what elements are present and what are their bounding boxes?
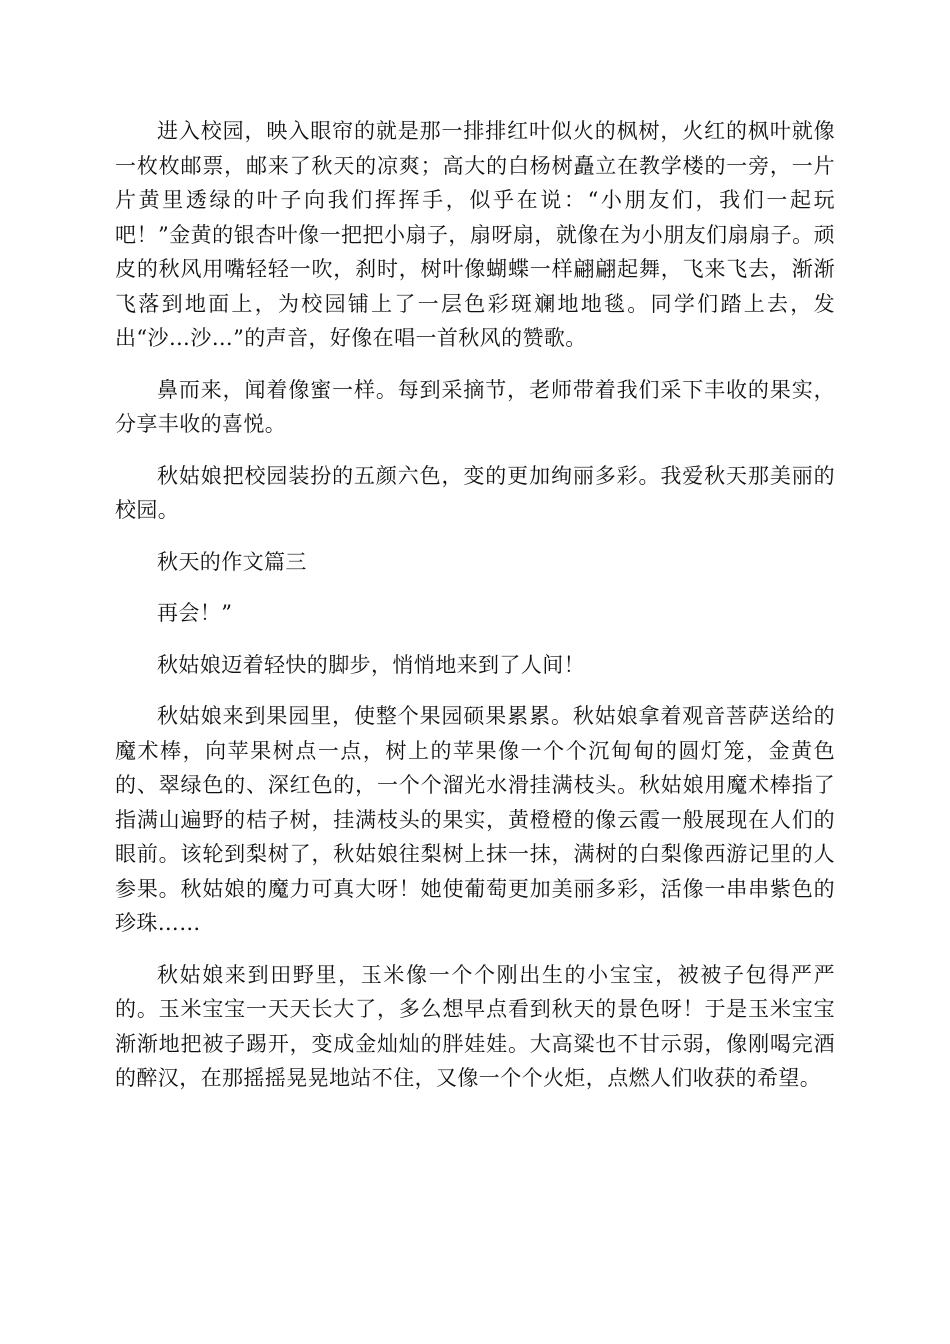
paragraph-harvest: 鼻而来，闻着像蜜一样。每到采摘节，老师带着我们采下丰收的果实，分享丰收的喜悦。 (115, 377, 835, 436)
paragraph-fields: 秋姑娘来到田野里，玉米像一个个刚出生的小宝宝，被被子包得严严的。玉米宝宝一天天长大了，多么想早点看到秋天的景色呀！于是玉米宝宝渐渐地把被子踢开，变成金灿灿的胖娃娃。大高粱也不甘示弱，像刚喝完酒的醉汉，在那摇摇晃晃地站不住，又像一个个火炬，点燃人们收获的希望。 (115, 962, 835, 1090)
paragraph-orchard: 秋姑娘来到果园里，使整个果园硕果累累。秋姑娘拿着观音菩萨送给的魔术棒，向苹果树点一点，树上的苹果像一个个沉甸甸的圆灯笼，金黄色的、翠绿色的、深红色的，一个个溜光水滑挂满枝头。秋姑娘用魔术棒指了指满山遍野的桔子树，挂满枝头的果实，黄橙橙的像云霞一般展现在人们的眼前。该轮到梨树了，秋姑娘往梨树上抹一抹，满树的白梨像西游记里的人参果。秋姑娘的魔力可真大呀！她使葡萄更加美丽多彩，活像一串串紫色的珍珠…… (115, 704, 835, 935)
section-heading: 秋天的作文篇三 (157, 549, 307, 574)
document-body (115, 114, 835, 1113)
paragraph-arrival: 秋姑娘迈着轻快的脚步，悄悄地来到了人间！ (157, 652, 585, 677)
paragraph-campus-colors: 秋姑娘把校园装扮的五颜六色，变的更加绚丽多彩。我爱秋天那美丽的校园。 (115, 463, 835, 522)
paragraph-campus-trees: 进入校园，映入眼帘的就是那一排排红叶似火的枫树，火红的枫叶就像一枚枚邮票，邮来了秋天的凉爽；高大的白杨树矗立在教学楼的一旁，一片片黄里透绿的叶子向我们挥挥手，似乎在说：“小朋友们，我们一起玩吧！”金黄的银杏叶像一把把小扇子，扇呀扇，就像在为小朋友们扇扇子。顽皮的秋风用嘴轻轻一吹，刹时，树叶像蝴蝶一样翩翩起舞，飞来飞去，渐渐飞落到地面上，为校园铺上了一层色彩斑斓地地毯。同学们踏上去，发出“沙…沙…”的声音，好像在唱一首秋风的赞歌。 (115, 119, 835, 350)
paragraph-farewell: 再会！” (157, 601, 233, 625)
